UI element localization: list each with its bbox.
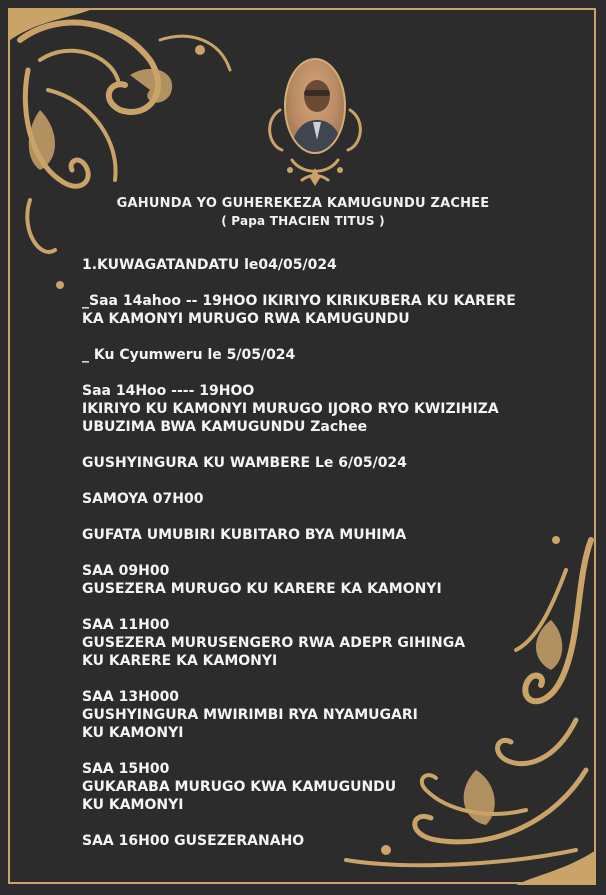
schedule-item: SAA 16H00 GUSEZERANAHO (82, 833, 305, 849)
schedule-item: GUFATA UMUBIRI KUBITARO BYA MUHIMA (82, 527, 407, 543)
schedule-item: SAA 11H00 GUSEZERA MURUSENGERO RWA ADEPR GIHINGA KU KARERE KA KAMONYI (82, 617, 466, 669)
schedule-item: SAMOYA 07H00 (82, 491, 204, 507)
schedule-item: SAA 09H00 GUSEZERA MURUGO KU KARERE KA KAMONYI (82, 563, 442, 597)
schedule-item: Saa 14Hoo ---- 19HOO IKIRIYO KU KAMONYI MURUGO IJORO RYO KWIZIHIZA UBUZIMA BWA KAMUGUNDU Zachee (82, 383, 499, 435)
schedule-item: _Saa 14ahoo -- 19HOO IKIRIYO KIRIKUBERA KU KARERE KA KAMONYI MURUGO RWA KAMUGUNDU (82, 293, 516, 327)
portrait-photo (284, 58, 346, 154)
schedule-item: _ Ku Cyumweru le 5/05/024 (82, 347, 296, 363)
page-title: GAHUNDA YO GUHEREKEZA KAMUGUNDU ZACHEE (116, 196, 490, 211)
page-subtitle: ( Papa THACIEN TITUS ) (221, 214, 385, 228)
schedule-item: 1.KUWAGATANDATU le04/05/024 (82, 257, 337, 273)
schedule-item: SAA 15H00 GUKARABA MURUGO KWA KAMUGUNDU KU KAMONYI (82, 761, 397, 813)
portrait-frame (262, 50, 368, 190)
schedule-list (82, 256, 562, 850)
schedule-item: GUSHYINGURA KU WAMBERE Le 6/05/024 (82, 455, 407, 471)
top-left-flourish-ornament (0, 0, 250, 300)
schedule-item: SAA 13H000 GUSHYINGURA MWIRIMBI RYA NYAMUGARI KU KAMONYI (82, 689, 418, 741)
